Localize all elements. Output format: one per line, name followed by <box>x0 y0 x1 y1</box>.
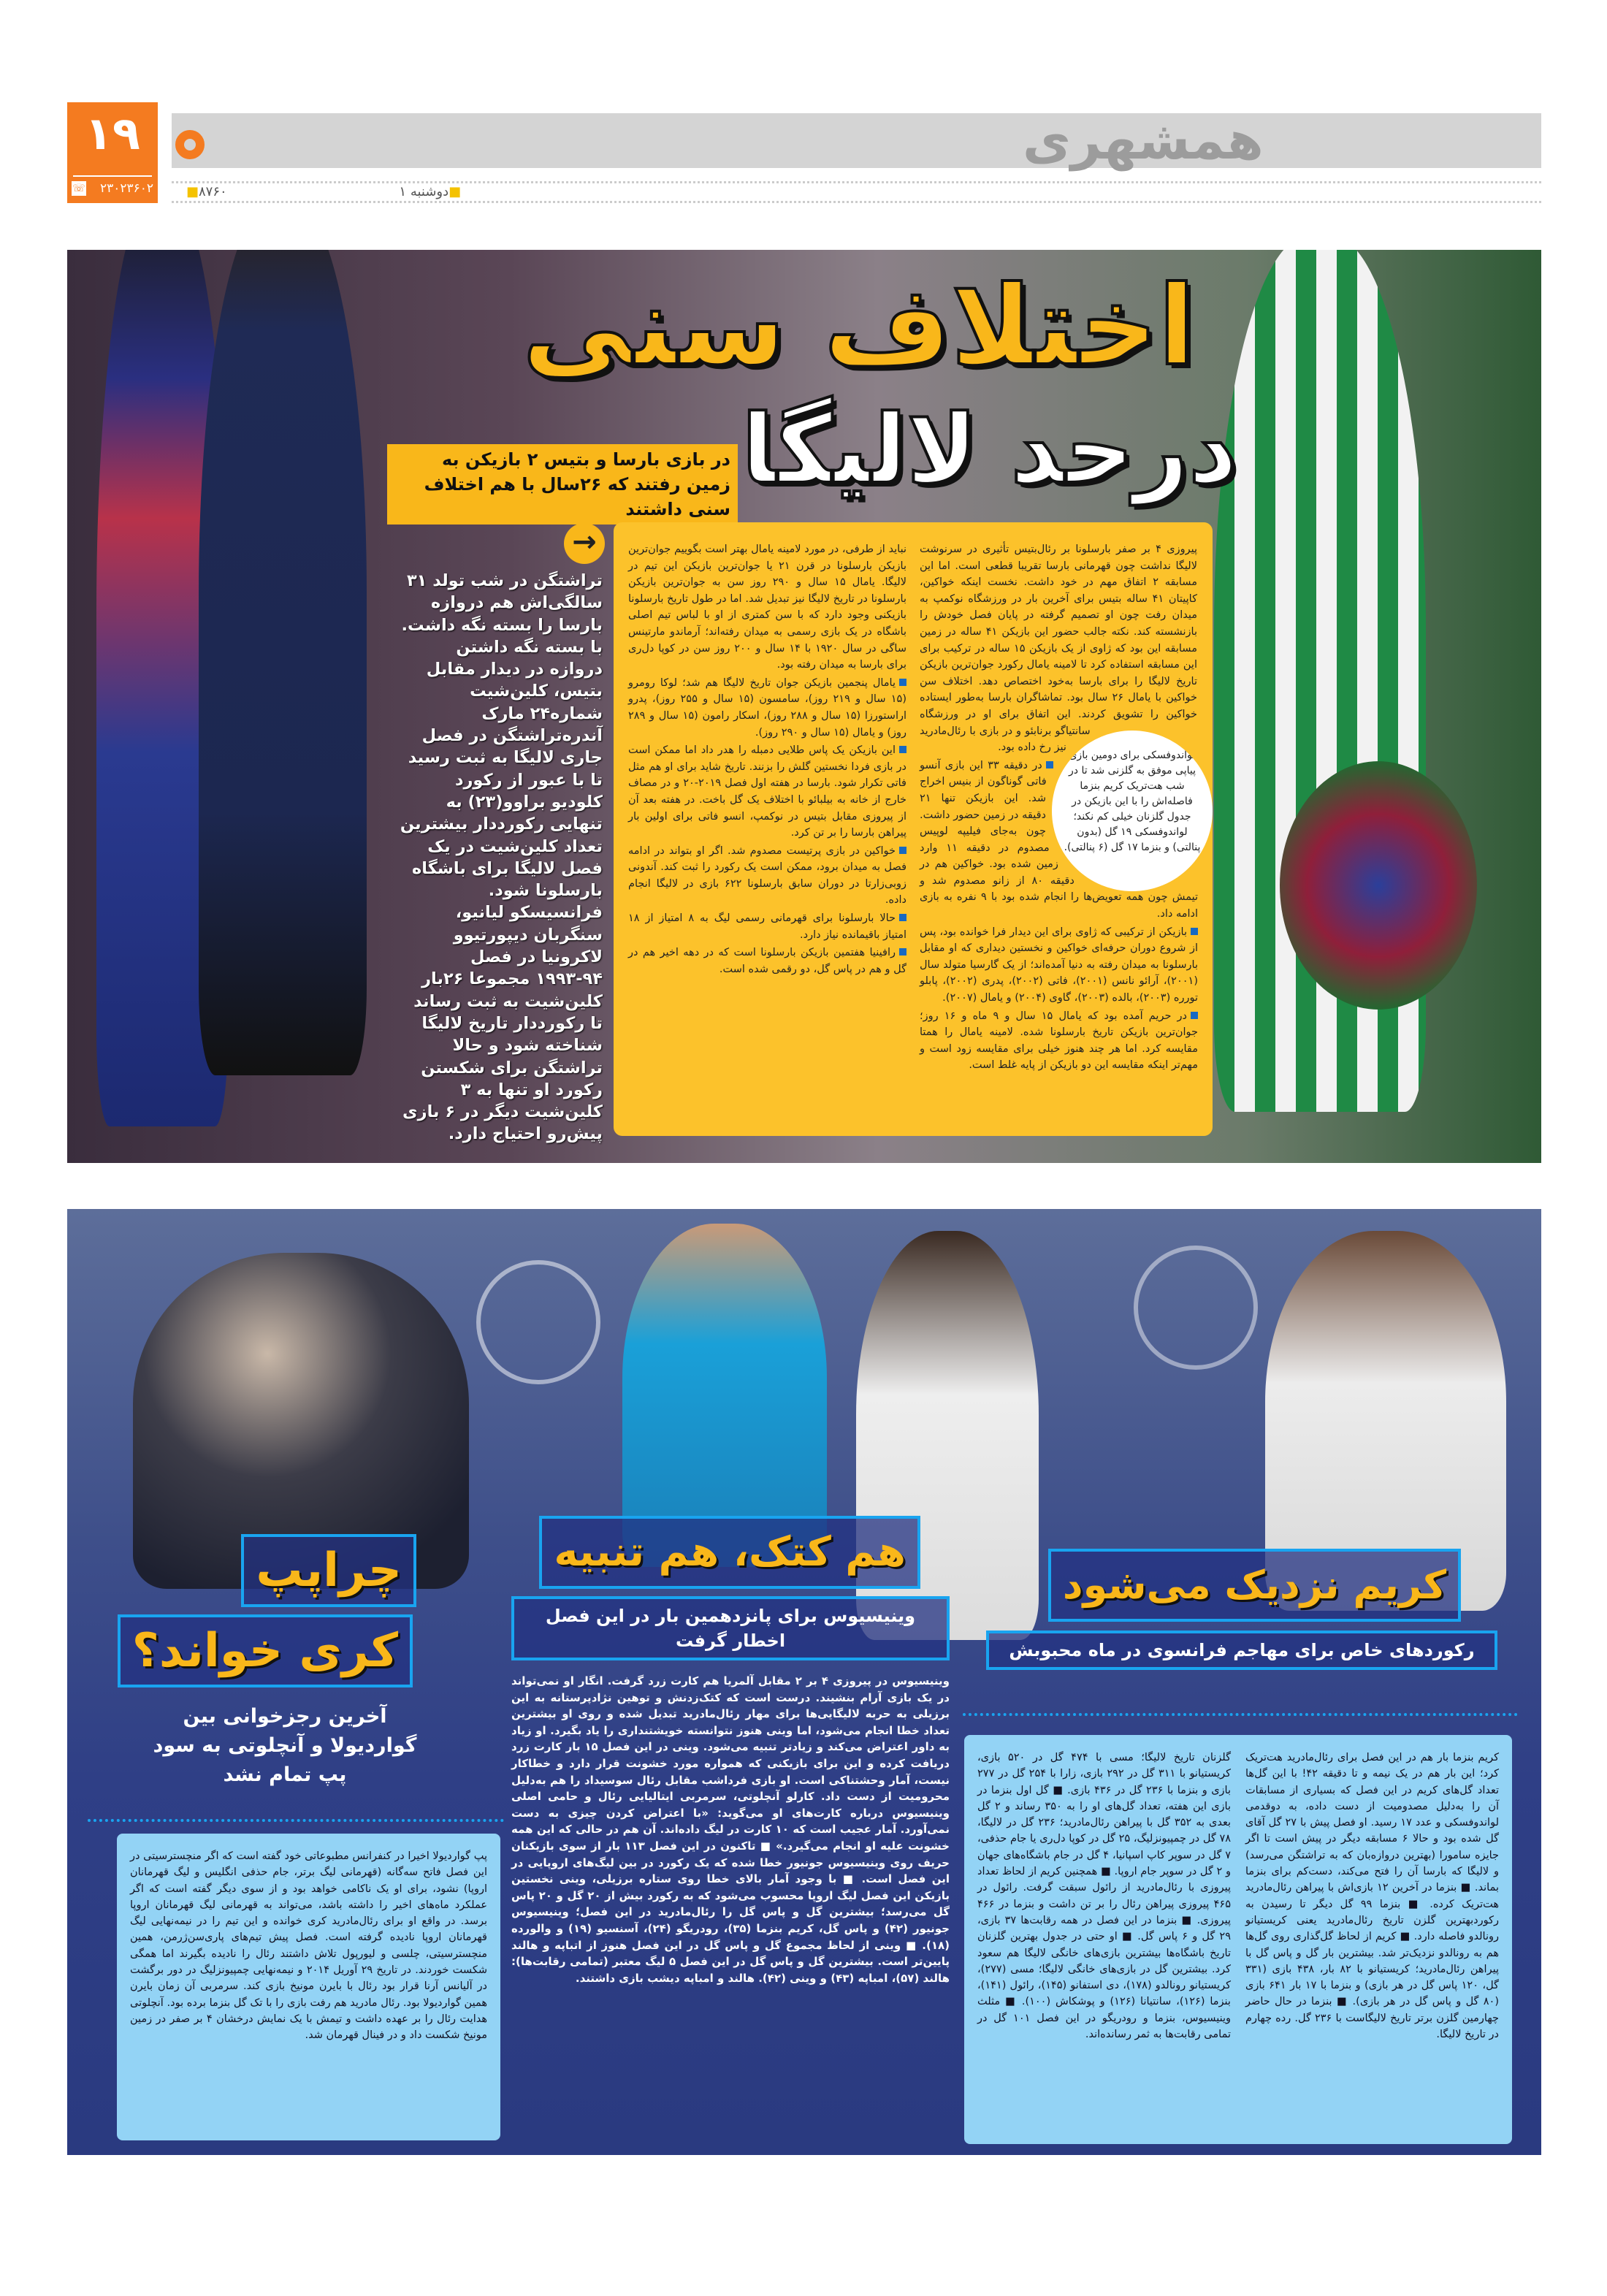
article-column-left <box>628 541 906 1117</box>
subhead-left: آخرین رجزخوانی بین گواردیولا و آنچلوتی به سود پپ تمام نشد <box>153 1705 417 1786</box>
page-number: ۱۹ <box>85 107 140 160</box>
date: دوشنبه ۱ <box>399 184 449 199</box>
arrow-right-icon: → <box>564 523 605 564</box>
subhead-mid: وینیسیوس برای پانزدهمین بار در این فصل اخطار گرفت <box>545 1606 916 1651</box>
article-body-right-box <box>964 1735 1512 2144</box>
headline-left-2: کری خواند؟ <box>131 1624 398 1678</box>
real-madrid-crest <box>1134 1246 1258 1370</box>
masthead-logo: همشهری <box>1023 110 1264 171</box>
paragraph: حالا بارسلونا برای قهرمانی رسمی لیگ به ۸ امتیاز از ۱۸ امتیاز باقیمانده نیاز دارد. <box>628 912 906 941</box>
headline-box-left <box>241 1534 416 1607</box>
headline-right: کریم نزدیک می‌شود <box>1062 1562 1446 1608</box>
bullet-icon <box>899 914 906 921</box>
paragraph: این بازیکن یک پاس طلایی دمبله را هدر داد اما ممکن است در بازی فردا نخستین گلش را بزنند. تاریخ شاید برای او هم مثل فاتی تکرار شود. بارسا در هفته اول فصل ۲۰۱۹-۲۰ و در مصاف خارج از خانه به بیلبائو با اختلاف یک گل باخت. در هفته بعد آن از پیروزی مقابل بتیس در نوکمپ، انسو فاتی برای اولین بار پیراهن بارسا را بر تن کرد. <box>628 744 906 839</box>
article-column: کریم بنزما بار هم در این فصل برای رئال‌مادرید هت‌تریک کرد؛ این بار هم در یک نیمه و تا دقیقه ۴۲! با این گل‌ها تعداد گل‌های کریم در این فصل که بسیاری از مسابقات آن را به‌دلیل مصدومیت از دست داده، به دوقدمی لواندوفسکی و عدد ۱۷ رسید. او فصل پیش با ۲۷ گل آقای گل شده بود و حالا ۶ مسابقه دیگر در پیش است تا اگر جایزه سامورا (بهترین دروازه‌بان که به تراشتگن می‌رسد) و لالیگا که بارسا آن را فتح می‌کند، دست‌کم برای بنزما بماند. ■ بنزما در آخرین ۱۲ بازی‌اش با پیراهن رئال‌مادرید هت‌تریک کرده. ■ بنزما ۹۹ گل دیگر تا رسیدن به رکوردبهترین گلزن تاریخ رئال‌مادرید یعنی کریستیانو رونالدو فاصله دارد. ■ کریم از لحاظ گل‌گذاری روی گل‌ها هم به رونالدو نزدیک‌تر شد. بیشترین بار گل و پاس گل با پیراهن رئال‌مادرید؛ کریستیانو با ۸۲ بار، ۴۳۸ بازی (۳۳۱ گل، ۱۲۰ پاس گل در هر بازی) و بنزما با ۱۷ بار ۶۴۱ بازی (۸۰ گل و پاس گل در هر بازی). ■ بنزما در حال حاضر چهارمین گلزن برتر تاریخ لالیگاست با ۲۳۶ گل. رده چهارم در تاریخ لالیگا. <box>1245 1752 1500 2041</box>
dotted-divider <box>963 1713 1518 1716</box>
headline-main: اختلاف سنی <box>522 263 1196 390</box>
bullet-icon <box>899 679 906 686</box>
subhead-box-right <box>986 1631 1497 1670</box>
phone-row <box>72 181 153 196</box>
headline-mid: هم کتک، هم تنبیه <box>554 1528 906 1576</box>
bullet-icon <box>899 948 906 956</box>
issue-number: ۸۷۶۰ <box>199 184 227 199</box>
coach-xavi-figure <box>199 250 367 1075</box>
bullet-icon <box>1191 1012 1198 1019</box>
masthead-band <box>172 113 1541 168</box>
man-city-crest <box>476 1260 600 1384</box>
phone-number: ۲۳۰۲۳۶۰۲ <box>99 181 153 196</box>
bullet-icon <box>899 746 906 753</box>
headline-box-right <box>1048 1549 1461 1622</box>
headline-box-mid <box>539 1516 920 1589</box>
phone-icon: ☏ <box>72 183 85 194</box>
paragraph: رافینیا هفتمین بازیکن بارسلونا است که در دهه اخیر هم در گل و هم در پاس گل، دو رقمی شده است. <box>628 947 906 975</box>
article-column-right <box>920 541 1201 1117</box>
circle-caption: لواندوفسکی برای دومین بازی پیاپی موفق به گلزنی شد تا در شب هت‌تریک کریم بنزما فاصله‌اش را با این بازیکن در جدول گلزنان خیلی کم نکند؛ لواندوفسکی ۱۹ گل (بدون پنالتی) و بنزما ۱۷ گل (۶ پنالتی). <box>1052 731 1213 891</box>
paragraph: نباید از طرفی، در مورد لامینه یامال بهتر است بگوییم جوان‌ترین بازیکن بارسلونا در قرن ۲۱ یا جوان‌ترین بازیکن این تیم در لالیگا. یامال ۱۵ سال و ۲۹۰ روز سن به جوان‌ترین بازیکن بارسلونا در تاریخ لالیگا نیز تبدیل شد. اما در طول تاریخ بارسلونا بازیکنی وجود دارد که با سن کمتری از او با لباس تیم اصلی باشگاه در یک بازی رسمی به میدان رفته‌اند؛ آرماندو مارتینس ساگی در سال ۱۹۲۰ با ۱۴ سال و ۲۰۰ روز سن در کوپا دل‌ری برای بارسا به میدان رفته بود. <box>628 544 907 671</box>
wrap-spacer <box>1197 541 1198 731</box>
subhead-box-mid <box>511 1596 950 1660</box>
article-column: گلزنان تاریخ لالیگا؛ مسی با ۴۷۴ گل در ۵۲۰ بازی، کریستیانو با ۳۱۱ گل در ۲۹۲ بازی، زارا با ۲۵۴ گل در ۲۷۷ بازی و بنزما با ۲۳۶ گل در ۴۳۶ بازی. ■ گل اول بنزما در بازی این هفته، تعداد گل‌های او را به ۳۵۰ رساند و ۲ گل بعدی به ۳۵۲ گل با پیراهن رئال‌مادرید؛ ۲۳۶ گل در لالیگا، ۷۸ گل در چمپیونزلیگ، ۲۵ گل در کوپا دل‌ری یا جام حذفی، ۷ گل در سوپر کاپ اسپانیا، ۴ گل در جام باشگاه‌های جهان و ۲ گل در سوپر جام اروپا. ■ همچنین کریم از لحاظ تعداد پیروزی با رئال‌مادرید از رائول سبقت گرفت. رائول در ۴۶۵ پیروزی پیراهن رئال را بر تن داشت و بنزما در ۴۶۶ پیروزی. ■ بنزما در این فصل در همه رقابت‌ها ۳۷ بازی، ۲۹ گل و ۶ پاس گل. ■ او حتی در جدول بهترین گلزنان تاریخ باشگاه‌ها بیشترین بازی‌های خانگی لالیگا هم سعود کرد. بیشترین گل در بازی‌های خانگی لالیگا؛ مسی (۲۷۷)، کریستیانو رونالدو (۱۷۸)، دی استفانو (۱۴۵)، رائول (۱۴۱)، بنزما (۱۲۶)، سانتیانا (۱۲۶) و پوشکاش (۱۰۰). ■ مثلث وینیسیوس، بنزما و رودریگو در این فصل ۱۰۱ گل در تمامی رقابت‌ها به ثمر رسانده‌اند. <box>977 1752 1232 2041</box>
headline-secondary: درحد لالیگا <box>741 394 1237 505</box>
article-column: پپ گواردیولا اخیرا در کنفرانس مطبوعاتی خود گفته است که اگر منچسترسیتی در این فصل فاتح سه‌گانه (قهرمانی لیگ برتر، جام حذفی انگلیس و لیگ قهرمانان اروپا) نشود، برای او یک ناکامی خواهد بود و از سوی دیگر گفته است که اگر عملکرد ماه‌های اخیر را داشته باشد، می‌تواند به قهرمانی لیگ قهرمانان اروپا برسد. در واقع او برای رئال‌مادرید کری خوانده و این تیم را در نیمه‌نهایی لیگ قهرمانان اروپا نادیده گرفته است. فصل پیش تیم‌های پاری‌سن‌ژرمن، همین منچسترسیتی، چلسی و لیورپول تلاش داشتند رئال را نادیده بگیرند اما همگی شکست خوردند. در تاریخ ۲۹ آوریل ۲۰۱۴ و نیمه‌نهایی چمپیونزلیگ در دور برگشت در آلیانس آرنا قرار بود رئال با بایرن مونیخ بازی کند. سرمربی آن زمان بایرن همین گواردیولا بود. رئال مادرید هم رفت بازی را با تک گل بنزما برده بود. آنچلوتی هدایت رئال را بر عهده داشت و تیمش با یک نمایش درخشان ۴ بر صفر در زمین مونیخ شکست داد و در فینال قهرمان شد. <box>130 1850 487 2042</box>
dateline: ■۸۷۶۰ دوشنبه ۱■ <box>172 181 1541 203</box>
paragraph: در حریم آمده بود که یامال ۱۵ سال و ۹ ماه و ۱۶ روز؛ جوان‌ترین بازیکن تاریخ بارسلونا شده. لامینه یامال را همتا مقایسه کرد. اما هر چند هنوز خیلی برای مقایسه زود است و مهم‌تر اینکه مقایسه این دو بازیکن از پایه غلط است. <box>920 1010 1198 1072</box>
article-body-left-box <box>117 1834 500 2140</box>
paragraph: بازیکن از ترکیبی که ژاوی برای این دیدار فرا خوانده بود، پس از شروع دوران حرفه‌ای خواکین و نخستین دیداری که او مقابل بارسلونا به میدان رفته به دنیا آمده‌اند؛ از یک گارسیا متولد سال (۲۰۰۱)، آرائو نانس (۲۰۰۱)، فاتی (۲۰۰۲)، پدری (۲۰۰۲)، پابلو تورره (۲۰۰۳)، بالده (۲۰۰۳)، گاوی (۲۰۰۴) و یامال (۲۰۰۷). <box>920 926 1198 1004</box>
divider <box>73 175 152 177</box>
logo-mark <box>175 130 205 159</box>
paragraph: یامال پنجمین بازیکن جوان تاریخ لالیگا هم شد؛ لوکا رومرو (۱۵ سال و ۲۱۹ روز)، سامسون (۱۵ سال و ۲۵۵ روز)، پدرو اراستورزا (۱۵ سال و ۲۸۸ روز)، اسکار رامون (۱۵ سال و ۲۸۹ روز) و یامال (۱۵ سال و ۲۹۰ روز). <box>628 676 906 739</box>
side-caption: تراشتگن در شب تولد ۳۱ سالگی‌اش هم دروازه بارسا را بسته نگه داشت. با بسته نگه داشتن دروازه در دیدار مقابل بتیس، کلین‌شیت شماره۲۴ مارک آندره‌تراشتگن در فصل جاری لالیگا به ثبت رسید تا با عبور از رکورد کلودیو براوو(۲۳) به تنهایی رکورددار بیشترین تعداد کلین‌شیت در یک فصل لالیگا برای باشگاه بارسلونا شود. فرانسیسکو لیانیو، سنگربان دیپورتیوو لاکرونیا در فصل ۹۴-۱۹۹۳ مجموعا ۲۶بار کلین‌شیت به ثبت رساند تا رکورددار تاریخ لالیگا شناخته شود و حالا تراشتگن برای شکستن رکورد او تنها به ۳ کلین‌شیت دیگر در ۶ بازی پیش‌رو احتیاج دارد. <box>400 571 603 1144</box>
headline-box-left-2 <box>118 1614 413 1687</box>
paragraph: خواکین در بازی پرتیست مصدوم شد. اگر او بتواند در ادامه فصل به میدان برود، ممکن است یک رکورد را ثبت کند. آندونی زوبی‌زارتا در دوران سابق بارسلونا ۶۲۲ بازی در لالیگا انجام داده. <box>628 844 906 907</box>
bullet-icon <box>1046 761 1053 768</box>
bullet-icon <box>1191 928 1198 935</box>
player-lewandowski-figure <box>1280 761 1477 1010</box>
paragraph: در دقیقه ۳۳ این بازی آنسو فاتی گوناگون از بنیس اخراج شد. این بازیکن تنها ۲۱ دقیقه در زمین حضور داشت. چون به‌جای فیلیپه لوپیس مصدوم در دقیقه ۱۱ وارد زمین شده بود. خواکین هم در دقیقه ۸۰ از زانو مصدوم شد و تیمش چون همه تعویض‌ها را انجام شده بود با ۹ نفره به بازی ادامه داد. <box>920 759 1198 920</box>
dotted-divider <box>88 1819 504 1822</box>
headline-left-1: چراپپ <box>256 1544 402 1598</box>
bullet-icon <box>899 847 906 854</box>
subhead-right: رکوردهای خاص برای مهاجم فرانسوی در ماه محبوبش <box>1009 1640 1475 1660</box>
article-body-mid: وینیسیوس در پیروزی ۴ بر ۲ مقابل آلمریا هم کارت زرد گرفت. انگار او نمی‌تواند در یک بازی آرام بنشیند. درست است که کتک‌زدنش و توهین نژادپرستانه به این برزیلی به حربه لالیگایی‌ها برای مهار رئال‌مادرید تبدیل شده و روی او بیشترین تعداد خطا انجام می‌شود، اما وینی هنوز نتوانسته خویشتنداری را یاد بگیرد. او زیاد به داور اعتراض می‌کند و زیادتر تنبیه می‌شود. وینی در این فصل ۱۵ بار کارت زرد دریافت کرده و این برای بازیکنی که همواره مورد خشونت قرار دارد و خطاکار نیست، آمار وحشتناکی است. او بازی فرداشب مقابل رئال سوسیداد را هم به‌دلیل محرومیت از دست داد. کارلو آنچلوتی، سرمربی ایتالیایی رئال و حامی اصلی وینیسیوس درباره کارت‌های او می‌گوید: «با اعتراض کردن چیزی به دست نمی‌آورد. آمار عجیب است که ۱۰ کارت در لیگ داده‌اند. آن هم در حالی که این همه خشونت علیه او انجام می‌گیرد.» ■ تاکنون در این فصل ۱۱۳ بار از سوی بازیکنان حریف روی وینیسیوس جونیور خطا شده که یک رکورد در بین لیگ‌های اروپایی در این فصل است. ■ با وجود آمار بالای خطا روی ستاره برزیلی، وینی نخستین بازیکن این فصل لیگ اروپا محسوب می‌شود که به رکورد بیش از ۲۰ گل و ۲۰ پاس گل می‌رسد؛ بیشترین گل و پاس گل را رئال‌مادرید در این فصل؛ وینیسیوس جونیور (۴۲) و پاس گل، کریم بنزما (۳۵)، رودریگو (۲۴)، آسنسیو (۱۹) و والورده (۱۸). ■ وینی از لحاظ مجموع گل و پاس گل در این فصل هنوز از اتباپه و هالند پایین‌تر است. بیشترین گل و پاس گل در این فصل ۵ لیگ معتبر (تمامی رقابت‌ها): هالند (۵۷)، امباپه (۴۳) و وینی (۴۲). هالند و امباپه دیشب بازی داشتند. <box>511 1674 950 1985</box>
page-number-box <box>67 102 158 203</box>
paragraph: پیروزی ۴ بر صفر بارسلونا بر رئال‌بتیس تأثیری در سرنوشت لالیگا نداشت چون قهرمانی بارسا تقریبا قطعی است. اما این مسابقه ۲ اتفاق مهم در خود داشت. نخست اینکه خواکین، کاپیتان ۴۱ ساله بتیس برای آخرین بار در ورزشگاه نوکمپ به میدان رفت چون او تصمیم گرفته در پایان فصل خودش را بازنشسته کند. نکته جالب حضور این بازیکن ۴۱ ساله در زمین مسابقه این بود که ژاوی از یک بازیکن ۱۵ ساله در ترکیب برای این مسابقه استفاده کرد تا لامینه یامال رکورد جوان‌ترین بازیکن تاریخ لالیگا را برای بارسا به‌خود اختصاص دهد. اختلاف سن خواکین با یامال ۲۶ سال بود. تماشاگران بارسا به‌طور ایستاده خواکین را تشویق کردند. این اتفاق برای او در ورزشگاه سانتیاگو برنابئو و در بازی با رئال‌مادرید نیز رخ داده بود. <box>920 544 1198 754</box>
subhead-ribbon: در بازی بارسا و بتیس ۲ بازیکن به زمین رفتند که ۲۶سال با هم اختلاف سنی داشتند <box>387 444 738 525</box>
article-body-box <box>614 522 1213 1136</box>
